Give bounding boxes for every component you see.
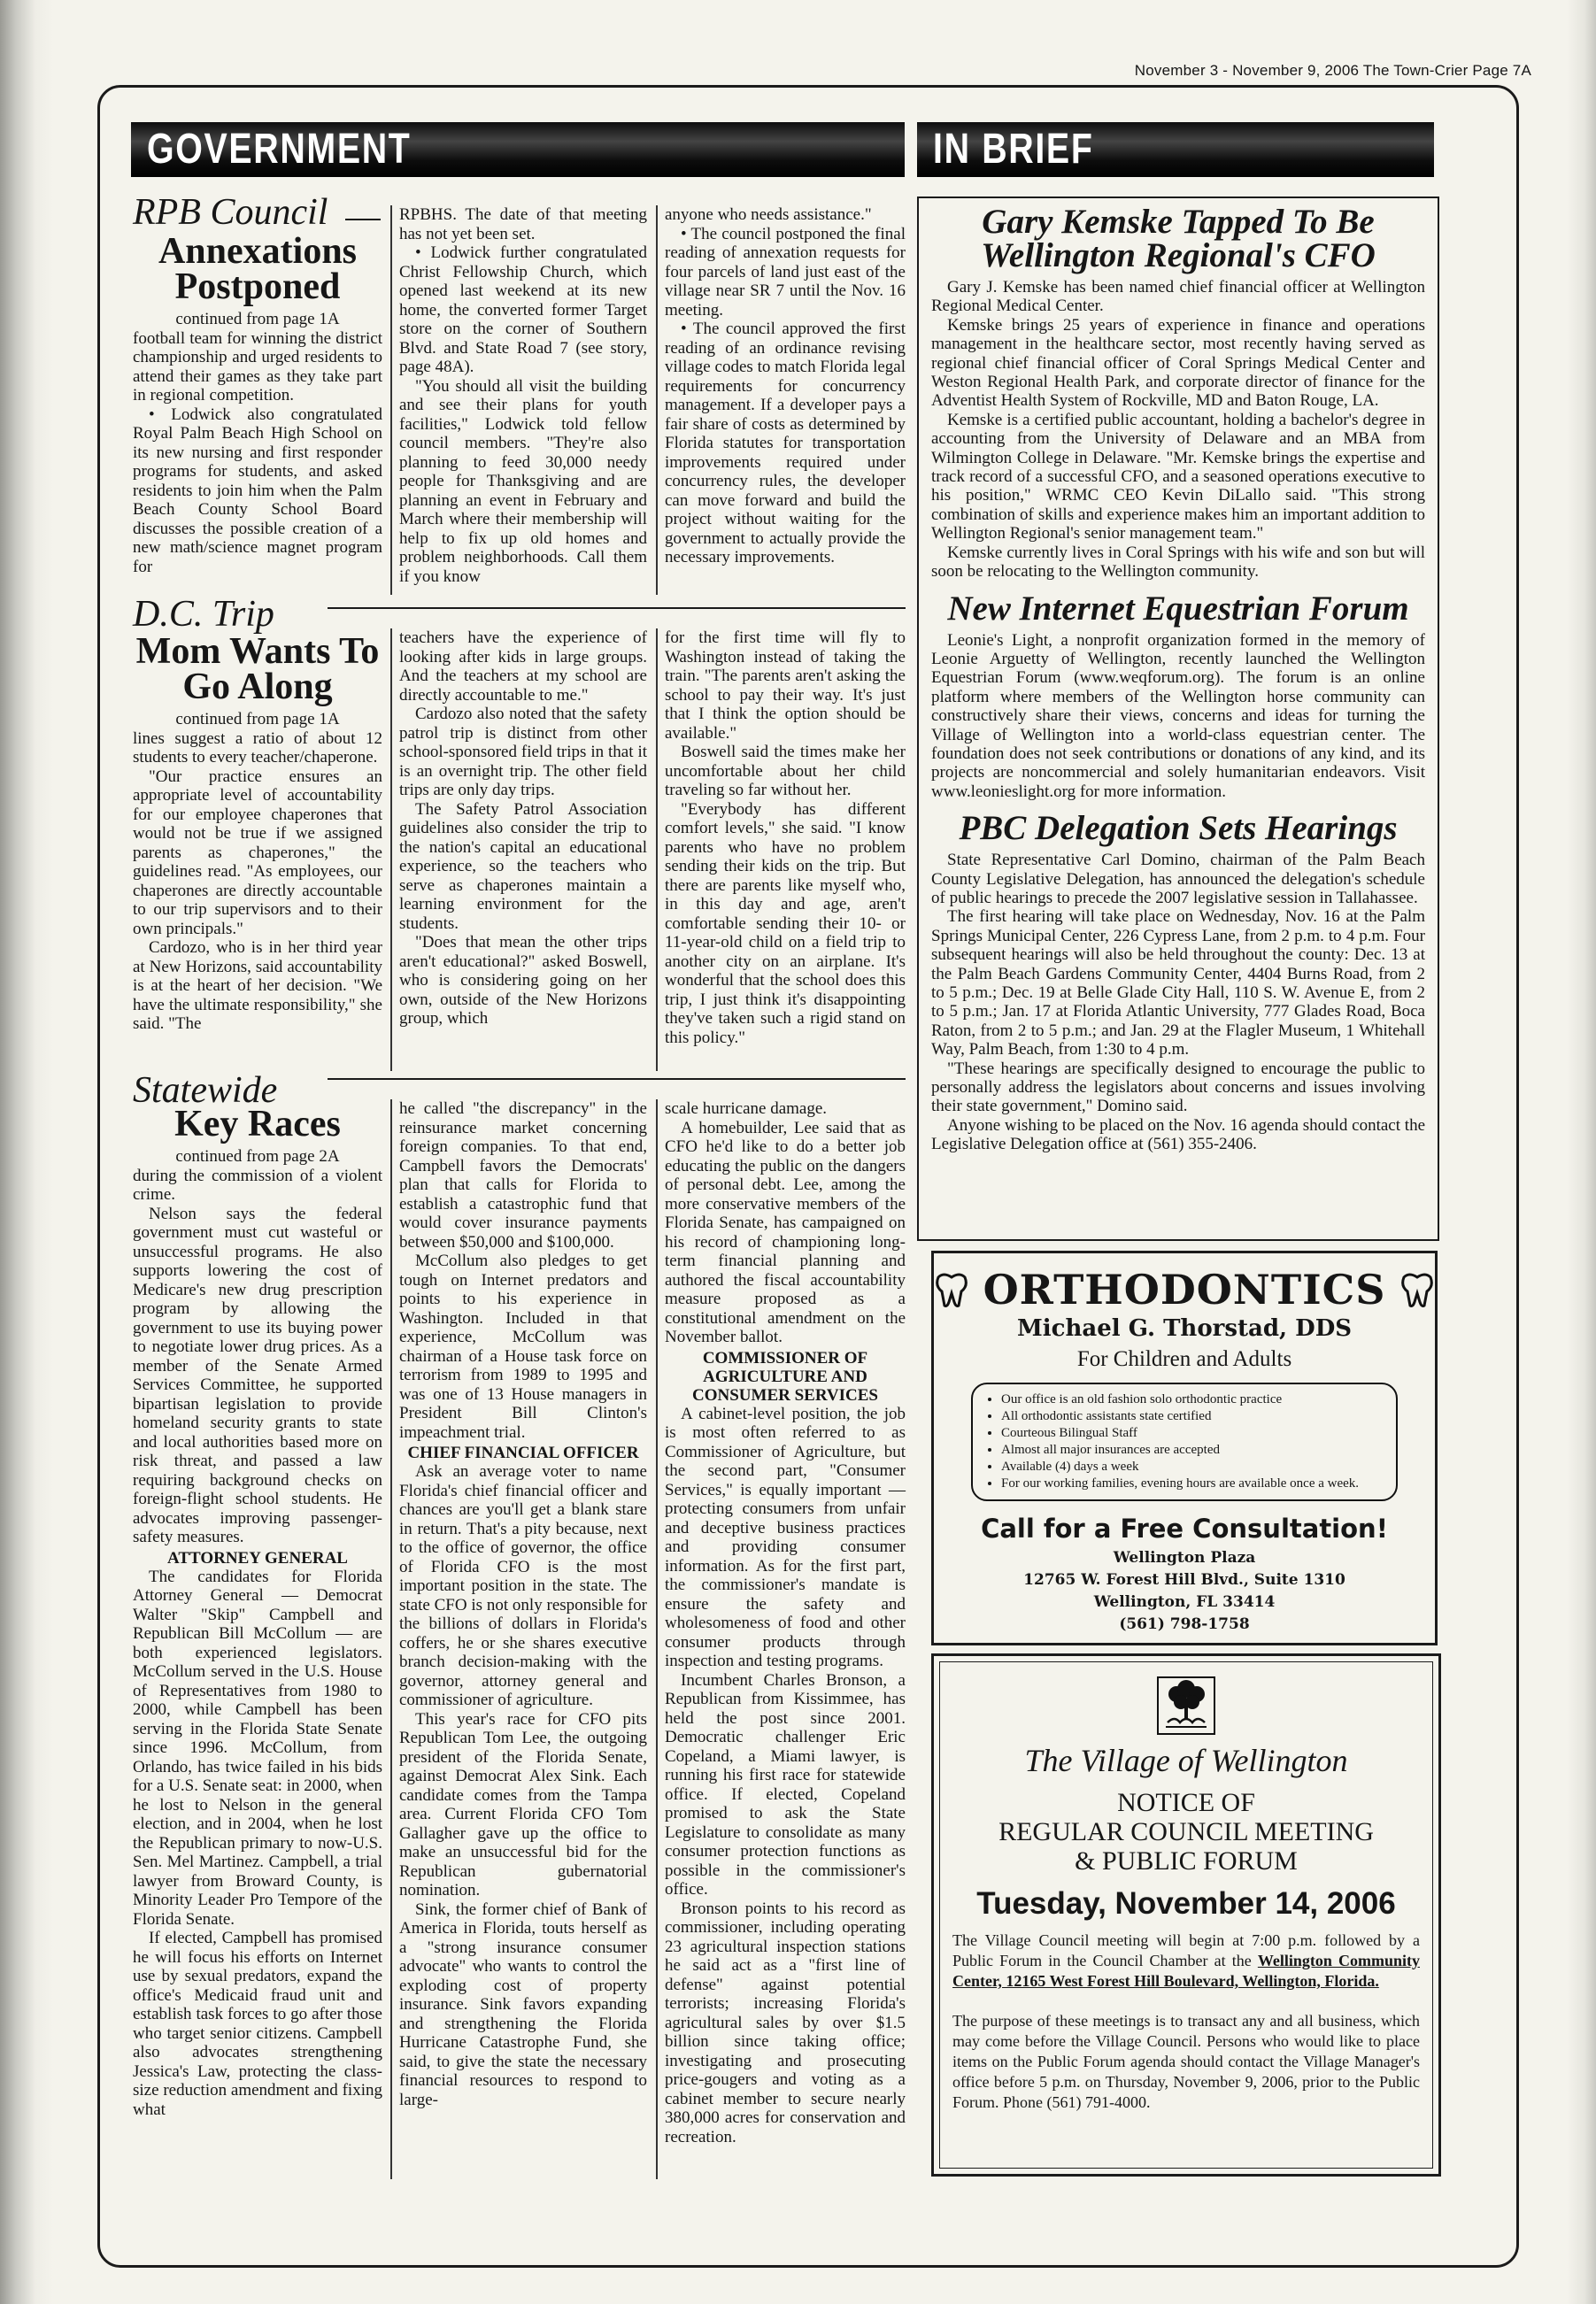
story3-col1-text [133,1167,382,2120]
brief-text [919,851,1438,1154]
ortho-bullet: • Almost all major insurances are accepted [1001,1442,1382,1459]
story2-col2 [399,628,647,1029]
paragraph: "You should all visit the building and see their plans for youth facilities," Lodwick told fellow council members. "They're also planning to feed 30,000 needy people for Thanksgiving and are planning an event in February and March where their membership will help to fix up old homes and problem neighborhoods. Call them if you know [399,376,647,586]
paragraph: football team for winning the district championship and urged residents to attend their games as they take part in regional competition. [133,328,382,405]
section-subhead: CHIEF FINANCIAL OFFICER [407,1444,639,1462]
paragraph: A homebuilder, Lee said that as CFO he'd like to do a better job educating the public on the dangers of personal debt. Lee, among the more conservative members of the Florida Senate, has campaigned on his record of championing long-term financial planning and authored the fiscal accountability measure proposed as a constitutional amendment on the November ballot. [665,1118,906,1346]
brief-headline: PBC Delegation Sets Hearings [959,809,1398,848]
paragraph: Kemske currently lives in Coral Springs with his wife and son but will soon be relocating to the Wellington community. [931,543,1425,582]
column-divider [390,1099,392,2179]
paragraph: anyone who needs assistance." [665,205,872,224]
paragraph: Kemske is a certified public accountant, holding a bachelor's degree in accounting from the University of Delaware and an MBA from Wilmington College in Delaware. "Mr. Kemske brings the expertise and track record of a successful CFO, and a seasoned operations executive to his position," WRMC CEO Kevin DiLallo said. "This strong combination of skills and experience makes him an important addition to Wellington Regional's senior management team." [931,410,1425,543]
ortho-title: ORTHODONTICS [983,1266,1386,1314]
ortho-address-line: 12765 W. Forest Hill Blvd., Suite 1310 [1023,1571,1345,1589]
section-subhead: ATTORNEY GENERAL [167,1548,348,1568]
column-divider [656,1099,658,2179]
paragraph: Boswell said the times make her uncomfortable about her child traveling so far without her. [665,743,906,799]
notice-line: & PUBLIC FORUM [1075,1846,1298,1876]
paragraph: RPBHS. The date of that meeting has not yet been set. [399,205,647,243]
story1-col1 [133,231,382,576]
running-head: November 3 - November 9, 2006 The Town-Crier Page 7A [1134,62,1531,79]
paragraph: "Does that mean the other trips aren't educational?" asked Boswell, who is considering going on her own, outside of the New Horizons group, which [399,933,647,1028]
paragraph: Ask an average voter to name Florida's chief financial officer and chances are you'll get a blank stare in return. That's a pity because, next to the office of governor, the office of Florida CFO is the most important position in the state. The state CFO is not only responsible for the billions of dollars in Florida's coffers, he or she shares executive branch decision-making with the governor, attorney general and commissioner of agriculture. [399,1462,647,1709]
notice-line: NOTICE OF [1117,1788,1255,1817]
paragraph: for the first time will fly to Washington instead of taking the train. "The parents aren't asking the school to pay their way. It's just that I think the option should be available." [665,628,906,743]
story1-continued: continued from page 1A [175,310,340,328]
paragraph: scale hurricane damage. [665,1099,828,1118]
brief-text [919,631,1438,802]
brief-headline: New Internet Equestrian Forum [947,589,1409,628]
paragraph: he called "the discrepancy" in the reinsurance market concerning foreign companies. To that end, Campbell favors the Democrats' plan that calls for Florida to establish a catastrophic fund that would cover insurance payments between $50,000 and $100,000. [399,1099,647,1252]
paragraph: • The council postponed the final reading of annexation requests for four parcels of land just east of the village near SR 7 until the Nov. 16 meeting. [665,224,906,320]
story2-headline: Mom Wants To Go Along [135,631,380,707]
column-divider [656,628,658,1071]
story3-col2-text [399,1099,647,2109]
column-divider [656,205,658,595]
notice-line: REGULAR COUNCIL MEETING [998,1817,1374,1846]
paragraph: State Representative Carl Domino, chairman of the Palm Beach County Legislative Delegation, has announced the delegation's schedule of public hearings to precede the 2007 legislative session in Tallahassee. [931,851,1425,907]
ortho-cta: Call for a Free Consultation! [981,1514,1388,1544]
column-divider [390,205,392,595]
government-banner [131,122,905,177]
government-banner-label: GOVERNMENT [147,126,412,173]
paragraph: lines suggest a ratio of about 12 students to every teacher/chaperone. [133,728,382,767]
ortho-doctor: Michael G. Thorstad, DDS [1016,1315,1353,1342]
ortho-title-row [934,1266,1435,1317]
tooth-icon [1400,1269,1434,1317]
story2-col3-text [665,628,906,1047]
story2-top-rule [328,607,906,609]
story3-continued: continued from page 2A [175,1147,340,1166]
notice-title [940,1788,1432,1876]
story1-kicker-rule [345,219,381,220]
story1-kicker: RPB Council [133,192,328,233]
ortho-bullet: • Courteous Bilingual Staff [1001,1425,1382,1442]
paragraph: Leonie's Light, a nonprofit organization formed in the memory of Leonie Arguetty of Wellington, recently launched the Wellington Equestrian Forum (www.weqforum.org). The forum is an online platform where members of the Wellington horse community can constructively share their views, concerns and ideas for turning the Village of Wellington into a world-class equestrian center. The foundation does not seek contributions or donations of any kind, and its projects are noncommercial and solely humanitarian endeavors. Visit www.leonieslight.org for more information. [931,630,1425,801]
column-divider [390,628,392,1071]
paragraph: Anyone wishing to be placed on the Nov. 16 agenda should contact the Legislative Delegation office at (561) 355-2406. [931,1115,1425,1154]
paragraph: Gary J. Kemske has been named chief financial officer at Wellington Regional Medical Center. [931,278,1425,316]
paragraph: Cardozo, who is in her third year at New Horizons, said accountability is at the heart of her decision. "We have the ultimate responsibility," she said. "The [133,938,382,1033]
story2-col1-text [133,729,382,1034]
ortho-address-line: Wellington Plaza [1113,1549,1256,1567]
ortho-bullet: • Available (4) days a week [1001,1459,1382,1476]
ortho-bullets [971,1383,1398,1501]
brief-text [919,278,1438,582]
paragraph: Sink, the former chief of Bank of America in Florida, touts herself as a "strong insurance consumer advocate" who wants to control the exploding cost of property insurance. Sink favors expanding and strengthening the Florida Hurricane Catastrophe Fund, she said, to give the state the necessary financial resources to respond to large- [399,1899,647,2109]
paragraph: "These hearings are specifically designed to encourage the public to personally address the legislators about concerns and issues involving their state government," Domino said. [931,1059,1425,1116]
paragraph: "Our practice ensures an appropriate level of accountability for our employee chaperones that would not be true if we assigned parents as chaperones," the guidelines read. "As employees, our chaperones are directly accountable to our trip supervisors and to their own principals." [133,767,382,938]
story2-col2-text [399,628,647,1029]
story2-kicker: D.C. Trip [133,594,274,635]
story2-col1 [133,631,382,1034]
ortho-address [934,1547,1435,1636]
brief-headline: Gary Kemske Tapped To Be Wellington Regional's CFO [981,203,1376,274]
story3-kicker: Statewide [133,1070,278,1111]
paragraph: • Lodwick further congratulated Christ Fellowship Church, which opened last weekend at its new home, the converted former Target store on the corner of Southern Blvd. and State Road 7 (see story, page 48A). [399,243,647,376]
ortho-subtitle: For Children and Adults [1076,1347,1292,1371]
story3-headline: Key Races [174,1104,341,1144]
story1-col2-text [399,205,647,586]
paragraph: This year's race for CFO pits Republican Tom Lee, the outgoing president of the Florida Senate, against Democrat Alex Sink. Each candidate comes from the Tampa area. Current Florida CFO Tom Gallagher gave up the office to make an unsuccessful bid for the Republican gubernatorial nomination. [399,1709,647,1899]
paragraph: The candidates for Florida Attorney General — Democrat Walter "Skip" Campbell and Republican Bill McCollum — are both experienced legislators. McCollum served in the U.S. House of Representatives from 1980 to 2000, while Campbell has been serving in the Florida State Senate since 1996. McCollum, from Orlando, has twice failed in his bids for a U.S. Senate seat: in 2000, when he lost to Nelson in the general election, and in 2004, when he lost the Republican primary to now-U.S. Sen. Mel Martinez. Campbell, a trial lawyer from Broward County, is Minority Leader Pro Tempore of the Florida Senate. [133,1567,382,1929]
ortho-address-line: (561) 798-1758 [1119,1615,1250,1633]
in-brief-banner-label: IN BRIEF [933,126,1094,173]
paragraph: McCollum also pledges to get tough on Internet predators and points to his experience in Washington. Included in that experience, McCollum was chairman of a House task force on terrorism from 1989 to 1995 and was one of 13 House managers in President Bill Clinton's impeachment trial. [399,1252,647,1442]
story1-col3 [665,205,906,567]
tooth-icon [935,1269,968,1317]
meeting-purpose: The purpose of these meetings is to transact any and all business, which may come before the Village Council. Persons who would like to place items on the Public Forum agenda should contact the Village Manager's office before 5 p.m. on Thursday, November 9, 2006, prior to the Public Forum. Phone (561) 791-4000. [952,2012,1420,2111]
section-subhead: COMMISSIONER OF AGRICULTURE AND CONSUMER SERVICES [692,1348,878,1405]
meeting-details-text: The Village Council meeting will begin at 7:00 p.m. followed by a Public Forum in the Council Chamber at the [952,1931,1420,1969]
village-notice-ad [931,1653,1441,2177]
story3-col1 [133,1106,382,2119]
in-brief-box [917,196,1439,1241]
story3-col3 [665,1099,906,2146]
ortho-bullet: • All orthodontic assistants state certified [1001,1408,1382,1425]
paragraph: The Safety Patrol Association guidelines also consider the trip to the nation's capital an educational experience, so the teachers who serve as chaperones maintain a learning environment for the students. [399,799,647,933]
story2-continued: continued from page 1A [175,710,340,728]
story3-col2 [399,1099,647,2109]
paragraph: Bronson points to his record as commissioner, including operating 23 agricultural inspection stations he said act as a "first line of defense" against potential terrorists; increasing Florida's agricultural sales by over $1.5 billion since taking office; investigating and prosecuting price-gougers and voting as a cabinet member to secure nearly 380,000 acres for conservation and recreation. [665,1899,906,2146]
meeting-details [940,1930,1432,1992]
paragraph: "Everybody has different comfort levels," she said. "I know parents who have no problem sending their kids on the trip. But there are parents like myself who, in this day and age, aren't comfortable sending their 10- or 11-year-old child on a field trip to another city on an airplane. It's wonderful that the school does this trip, I just think it's disappointing they've taken such a rigid stand on this policy." [665,799,906,1047]
meeting-location: Wellington Community Center, 12165 West Forest Hill Boulevard, Wellington, Florida. [952,1952,1420,1990]
paragraph: Incumbent Charles Bronson, a Republican from Kissimmee, has held the post since 2001. Democratic challenger Eric Copeland, a Miami lawyer, is running his first race for statewide office. If elected, Copeland promised to ask the State Legislature to consolidate as many consumer protection functions as possible in the commissioner's office. [665,1670,906,1899]
story1-col2 [399,205,647,586]
village-name: The Village of Wellington [1024,1743,1348,1778]
paragraph: teachers have the experience of looking after kids in large groups. And the teachers at my school are directly accountable to me." [399,628,647,705]
ortho-bullet: • Our office is an old fashion solo orthodontic practice [1001,1391,1382,1408]
village-notice-inner [939,1661,1433,2169]
paragraph: Nelson says the federal government must cut wasteful or unsuccessful programs. He also supports lowering the cost of Medicare's new drug prescription program by allowing the government to use its buying power to negotiate lower drug prices. As a member of the Senate Armed Services Committee, he supported bipartisan legislation to provide homeland security grants to state and local authorities based more on risk threat, and passed a law requiring background checks on foreign-flight school students. He advocates improving passenger-safety measures. [133,1204,382,1546]
village-seal-icon [1157,1676,1215,1735]
story3-top-rule [328,1078,906,1080]
story1-headline: Annexations Postponed [158,231,358,307]
paragraph: A cabinet-level position, the job is most often referred to as Commissioner of Agriculture, but the second part, "Consumer Services," is equally important — protecting consumers from unfair and deceptive business practices and providing consumer information. As for the first part, the commissioner's mandate is ensure the safety and wholesomeness of food and other consumer products through inspection and testing programs. [665,1404,906,1670]
paragraph: • The council approved the first reading of an ordinance revising village codes to match Florida legal requirements for concurrency management. If a developer pays a fair share of costs as determined by Florida statutes for transportation improvements required under concurrency rules, the developer can move forward and build the project without waiting for the government to actually provide the necessary improvements. [665,320,906,566]
paragraph: Cardozo also noted that the safety patrol trip is distinct from other school-sponsored field trips in that it is an overnight trip. The other field trips are only day trips. [399,705,647,799]
orthodontics-ad [931,1251,1438,1645]
ortho-bullet: • For our working families, evening hours are available once a week. [1001,1476,1382,1492]
story2-col3 [665,628,906,1047]
ortho-address-line: Wellington, FL 33414 [1093,1593,1276,1611]
paragraph: • Lodwick also congratulated Royal Palm Beach High School on its new nursing and first responder programs for students, and asked residents to join him when the Palm Beach County School Board discusses the possible creation of a new math/science magnet program for [133,405,382,576]
paragraph: If elected, Campbell has promised he will focus his efforts on Internet use by sexual predators, expand the office's Medicaid fraud unit and establish task forces to go after those who target senior citizens. Campbell also advocates strengthening Jessica's Law, protecting the class-size reduction amendment and fixing what [133,1929,382,2119]
paragraph: Kemske brings 25 years of experience in finance and operations management in the healthcare sector, most recently having served as regional chief financial officer of Coral Springs Medical Center and Weston Regional Health Park, and corporate director of finance for the Adventist Health System of Rockville, MD and Baton Rouge, LA. [931,315,1425,411]
paragraph: The first hearing will take place on Wednesday, Nov. 16 at the Palm Springs Municipal Center, 226 Cypress Lane, from 2 p.m. to 4 p.m. Four subsequent hearings will also be held throughout the county: Dec. 13 at the Palm Beach Gardens Community Center, 4404 Burns Road, from 2 to 5 p.m.; Dec. 19 at Belle Glade City Hall, 110 S. W. Avenue E, from 2 to 5 p.m.; Jan. 17 at Florida Atlantic University, 777 Glades Road, Boca Raton, from 2 to 5 p.m.; and Jan. 29 at the Flagler Museum, 1 Whitehall Way, Palm Beach, from 1:30 to 4 p.m. [931,907,1425,1060]
meeting-date: Tuesday, November 14, 2006 [976,1886,1396,1921]
paragraph: during the commission of a violent crime. [133,1166,382,1204]
story1-col3-text [665,205,906,567]
in-brief-banner [917,122,1434,177]
story1-col1-text [133,329,382,577]
story3-col3-text [665,1099,906,2146]
